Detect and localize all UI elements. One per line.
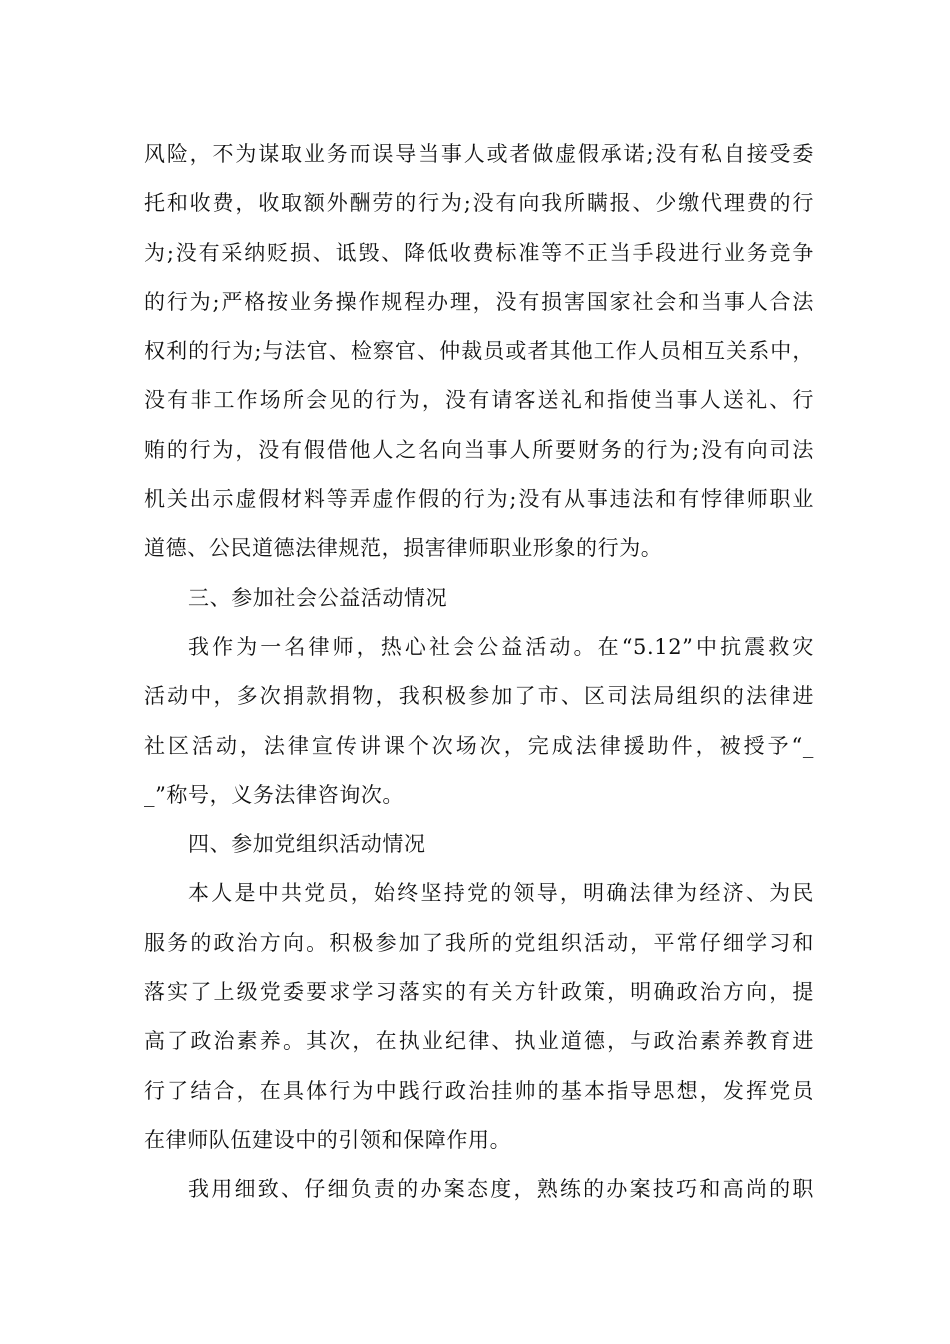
paragraph-first-line: 我用细致、仔细负责的办案态度，熟练的办案技巧和高尚的职 <box>188 1177 814 1202</box>
text-line: _”称号，义务法律咨询次。 <box>144 782 405 807</box>
text-line: 道德、公民道德法律规范，损害律师职业形象的行为。 <box>144 536 663 561</box>
text-line: 风险，不为谋取业务而误导当事人或者做虚假承诺;没有私自接受委 <box>144 142 814 166</box>
text-line: 社区活动，法律宣传讲课个次场次，完成法律援助件，被授予“_ <box>144 733 814 758</box>
document-body <box>144 130 814 1215</box>
paragraph-first-line: 三、参加社会公益活动情况 <box>188 585 448 610</box>
text-line: 的行为;严格按业务操作规程办理，没有损害国家社会和当事人合法 <box>144 289 814 314</box>
text-line: 高了政治素养。其次，在执业纪律、执业道德，与政治素养教育进 <box>144 1029 814 1054</box>
text-line: 贿的行为，没有假借他人之名向当事人所要财务的行为;没有向司法 <box>144 437 814 462</box>
paragraph-first-line: 本人是中共党员，始终坚持党的领导，明确法律为经济、为民 <box>188 881 814 906</box>
paragraph-first-line: 我作为一名律师，热心社会公益活动。在“5.12”中抗震救灾 <box>188 634 814 659</box>
text-line: 在律师队伍建设中的引领和保障作用。 <box>144 1127 512 1152</box>
text-line: 服务的政治方向。积极参加了我所的党组织活动，平常仔细学习和 <box>144 930 814 955</box>
text-line: 活动中，多次捐款捐物，我积极参加了市、区司法局组织的法律进 <box>144 684 814 709</box>
text-line: 没有非工作场所会见的行为，没有请客送礼和指使当事人送礼、行 <box>144 388 814 413</box>
paragraph-first-line: 四、参加党组织活动情况 <box>188 832 426 857</box>
text-line: 机关出示虚假材料等弄虚作假的行为;没有从事违法和有悖律师职业 <box>144 487 814 512</box>
text-line: 托和收费，收取额外酬劳的行为;没有向我所瞒报、少缴代理费的行 <box>144 191 814 216</box>
text-line: 为;没有采纳贬损、诋毁、降低收费标准等不正当手段进行业务竞争 <box>144 240 814 265</box>
text-line: 落实了上级党委要求学习落实的有关方针政策，明确政治方向，提 <box>144 980 814 1005</box>
text-line: 权利的行为;与法官、检察官、仲裁员或者其他工作人员相互关系中， <box>144 339 814 364</box>
text-line: 行了结合，在具体行为中践行政治挂帅的基本指导思想，发挥党员 <box>144 1078 814 1103</box>
